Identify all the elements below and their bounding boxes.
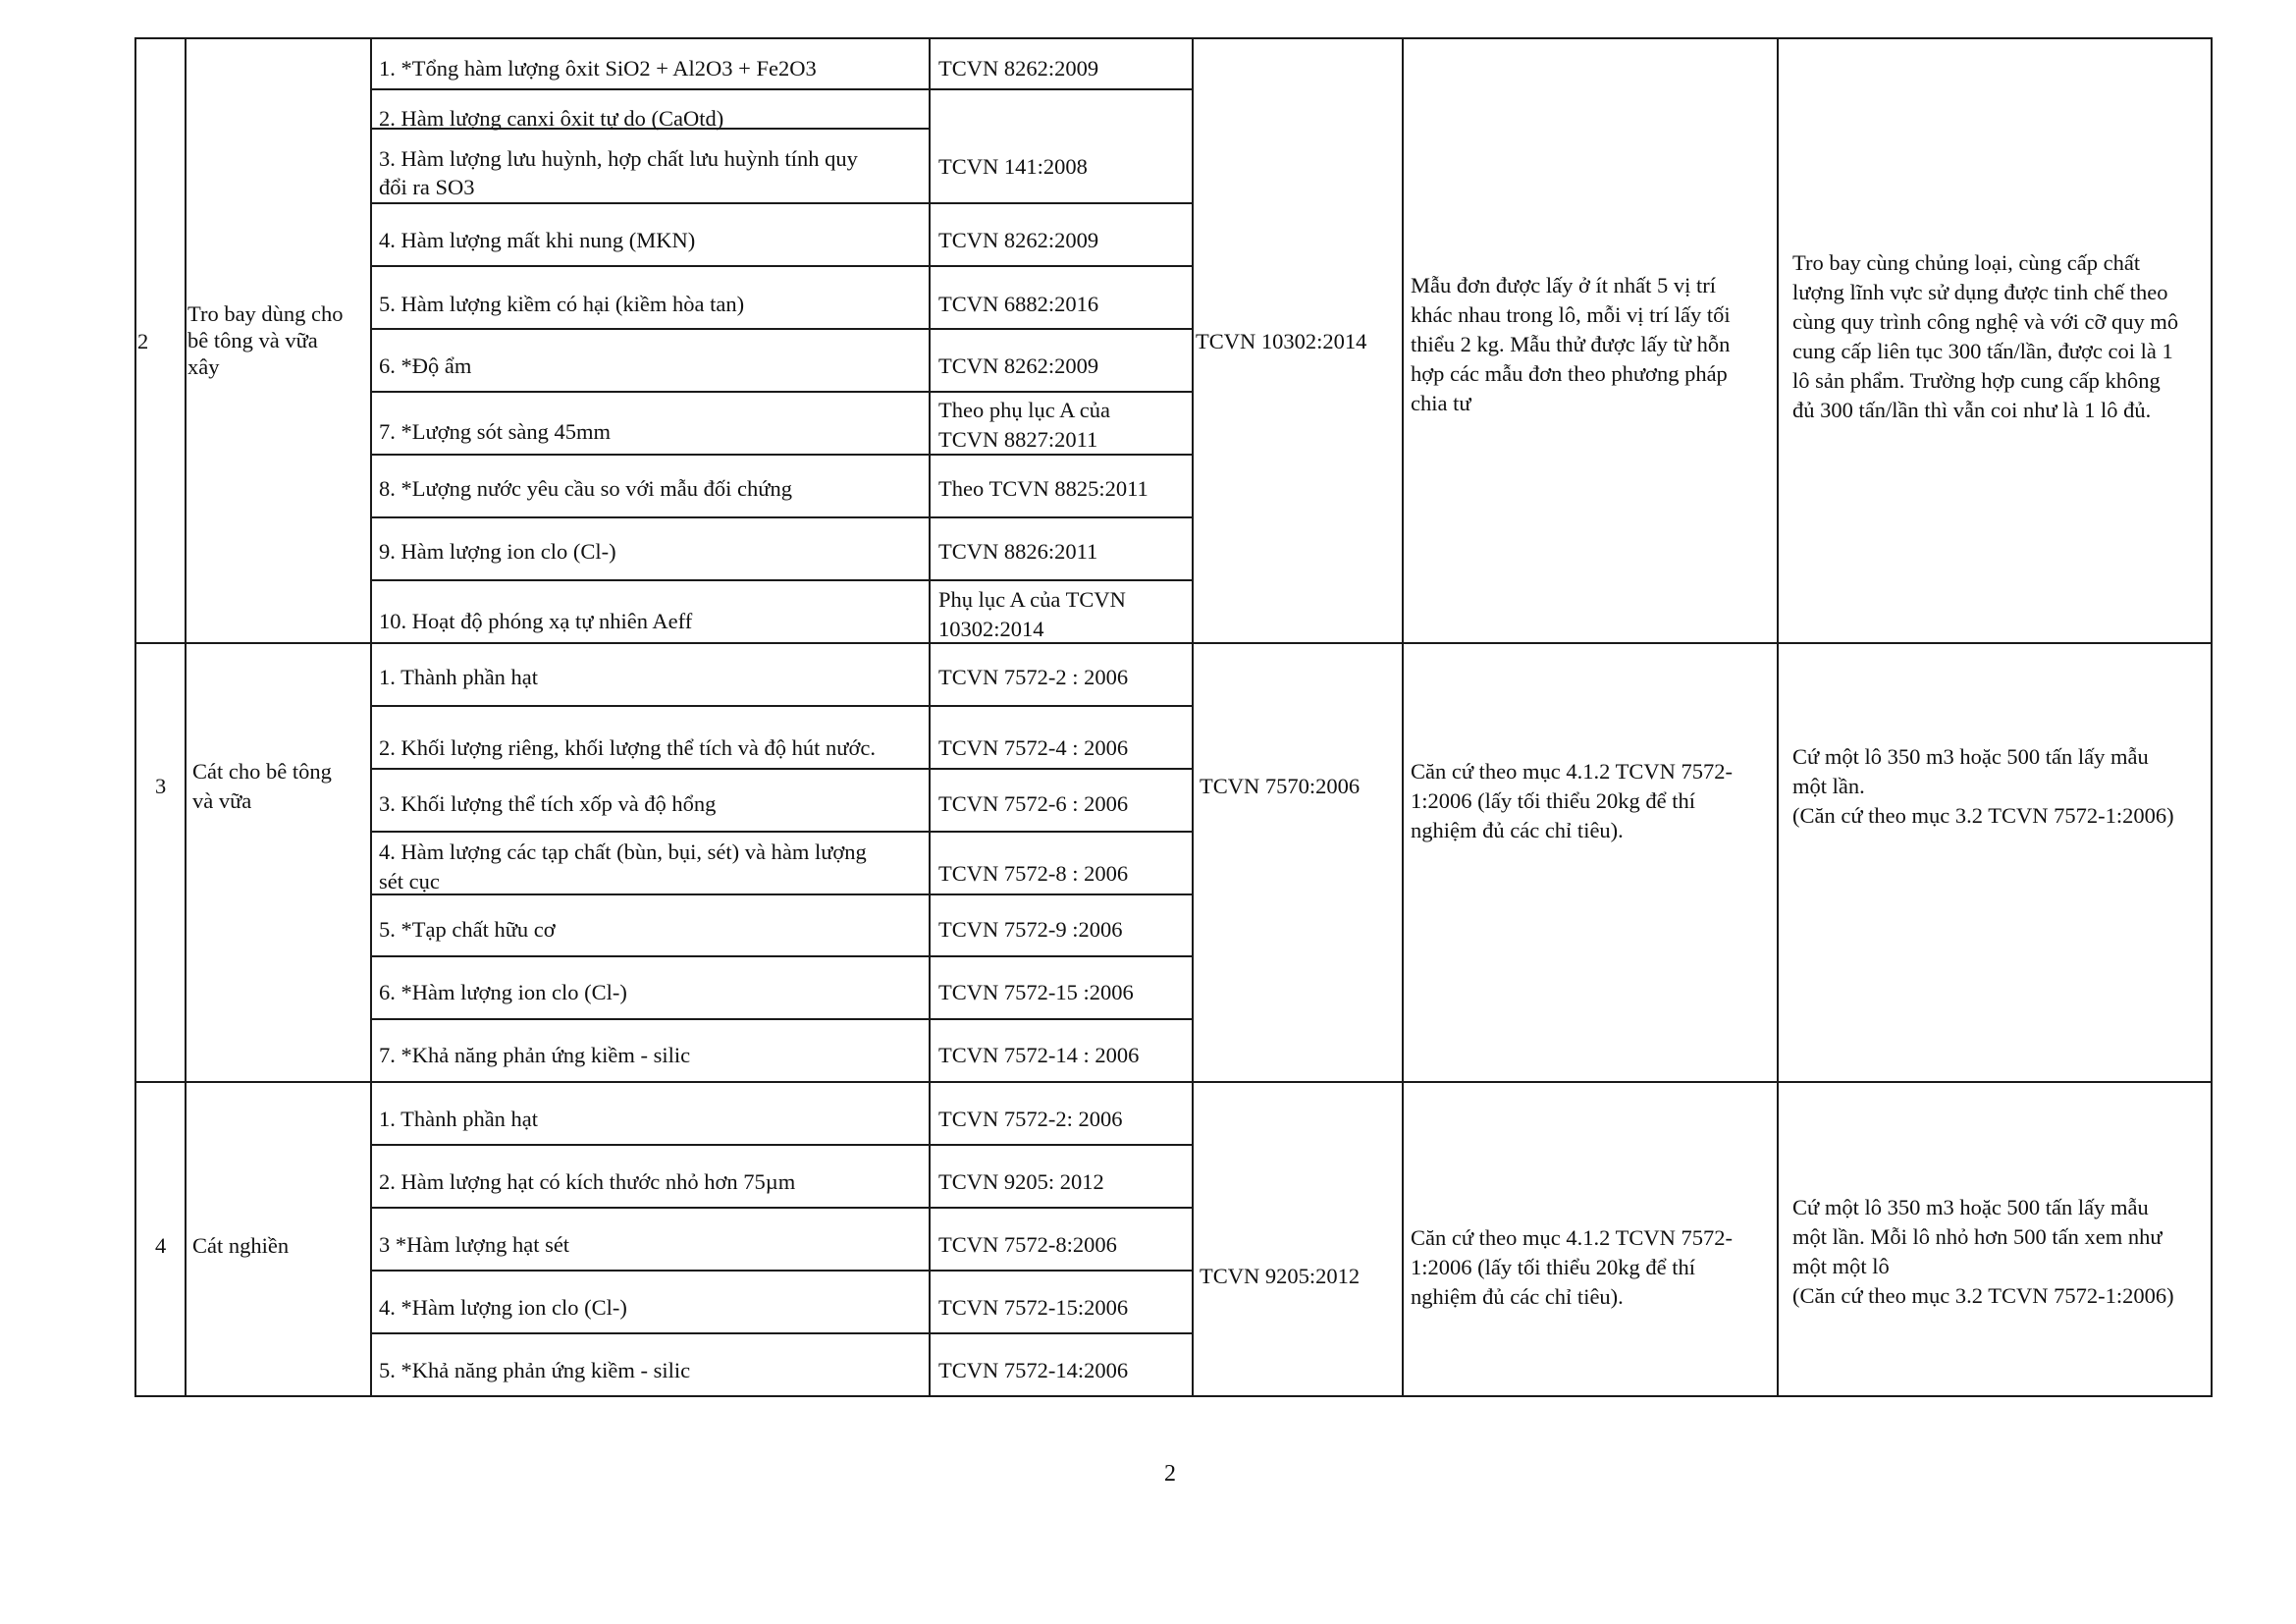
sampling-line: 1:2006 (lấy tối thiểu 20kg để thí [1411, 1255, 1695, 1279]
sampling-line: Căn cứ theo mục 4.1.2 TCVN 7572- [1411, 759, 1733, 784]
lot-line: cung cấp liên tục 300 tấn/lần, được coi là 1 [1792, 339, 2173, 363]
lot-line: Cứ một lô 350 m3 hoặc 500 tấn lấy mẫu [1792, 744, 2149, 769]
indicator: 3. Khối lượng thể tích xốp và độ hổng [379, 791, 717, 816]
test-method: TCVN 8262:2009 [938, 228, 1099, 252]
lot-line: lượng lĩnh vực sử dụng được tinh chế theo [1792, 280, 2168, 304]
column-divider [929, 37, 931, 1397]
row-divider [371, 1144, 1194, 1146]
section-divider [135, 642, 2213, 644]
lot-line: (Căn cứ theo mục 3.2 TCVN 7572-1:2006) [1792, 1283, 2174, 1308]
test-method: TCVN 8826:2011 [938, 539, 1098, 564]
indicator: 4. Hàm lượng mất khi nung (MKN) [379, 228, 696, 252]
indicator: 2. Hàm lượng canxi ôxit tự do (CaOtd) [379, 106, 724, 131]
sampling-line: nghiệm đủ các chỉ tiêu). [1411, 818, 1624, 842]
material-line: xây [187, 354, 220, 379]
test-method: TCVN 7572-15:2006 [938, 1295, 1129, 1320]
row-divider [371, 202, 1194, 204]
indicator-continuation: đổi ra SO3 [379, 175, 475, 199]
test-method: Theo TCVN 8825:2011 [938, 476, 1148, 501]
material-line: Cát nghiền [192, 1233, 290, 1258]
lot-line: một một lô [1792, 1254, 1890, 1278]
row-divider [371, 705, 1194, 707]
row-divider [371, 579, 1194, 581]
test-method: TCVN 7572-6 : 2006 [938, 791, 1129, 816]
indicator: 3. Hàm lượng lưu huỳnh, hợp chất lưu huỳnh tính quy [379, 146, 858, 171]
sampling-line: Căn cứ theo mục 4.1.2 TCVN 7572- [1411, 1225, 1733, 1250]
product-standard: TCVN 10302:2014 [1196, 329, 1367, 353]
test-method-continuation: 10302:2014 [938, 617, 1044, 641]
test-method: TCVN 141:2008 [938, 154, 1088, 179]
table-border-left [134, 37, 136, 1397]
test-method: TCVN 7572-14:2006 [938, 1358, 1129, 1382]
column-divider [370, 37, 372, 1397]
indicator: 5. *Khả năng phản ứng kiềm - silic [379, 1358, 691, 1382]
test-method: Phụ lục A của TCVN [938, 587, 1126, 612]
material-line: và vữa [192, 788, 252, 813]
indicator: 1. Thành phần hạt [379, 665, 539, 689]
row-divider [371, 328, 1194, 330]
row-number: 2 [137, 329, 149, 353]
section-divider [135, 1081, 2213, 1083]
test-method: TCVN 7572-4 : 2006 [938, 735, 1129, 760]
test-method: TCVN 9205: 2012 [938, 1169, 1104, 1194]
row-divider [371, 1332, 1194, 1334]
indicator-continuation: sét cục [379, 869, 440, 893]
lot-line: cùng quy trình công nghệ và với cỡ quy mô [1792, 309, 2179, 334]
table-border-bottom [135, 1395, 2213, 1397]
indicator: 4. *Hàm lượng ion clo (Cl-) [379, 1295, 627, 1320]
table-border-top [135, 37, 2213, 39]
indicator: 6. *Hàm lượng ion clo (Cl-) [379, 980, 627, 1004]
row-divider [371, 768, 1194, 770]
lot-line: lô sản phẩm. Trường hợp cung cấp không [1792, 368, 2161, 393]
test-method-continuation: TCVN 8827:2011 [938, 427, 1098, 452]
row-divider [371, 1018, 1194, 1020]
sampling-line: thiểu 2 kg. Mẫu thử được lấy từ hỗn [1411, 332, 1731, 356]
indicator: 10. Hoạt độ phóng xạ tự nhiên Aeff [379, 609, 693, 633]
test-method: TCVN 8262:2009 [938, 353, 1099, 378]
lot-line: (Căn cứ theo mục 3.2 TCVN 7572-1:2006) [1792, 803, 2174, 828]
sampling-line: 1:2006 (lấy tối thiểu 20kg để thí [1411, 788, 1695, 813]
test-method: TCVN 7572-2: 2006 [938, 1107, 1123, 1131]
row-divider [371, 955, 1194, 957]
test-method: TCVN 8262:2009 [938, 56, 1099, 81]
lot-line: Cứ một lô 350 m3 hoặc 500 tấn lấy mẫu [1792, 1195, 2149, 1219]
test-method: TCVN 7572-8 : 2006 [938, 861, 1129, 886]
sampling-line: Mẫu đơn được lấy ở ít nhất 5 vị trí [1411, 273, 1716, 298]
test-method: TCVN 7572-15 :2006 [938, 980, 1134, 1004]
row-divider [371, 391, 1194, 393]
indicator: 5. *Tạp chất hữu cơ [379, 917, 556, 942]
sampling-line: hợp các mẫu đơn theo phương pháp [1411, 361, 1728, 386]
row-divider [371, 831, 1194, 833]
indicator: 2. Khối lượng riêng, khối lượng thể tích và độ hút nước. [379, 735, 876, 760]
product-standard: TCVN 7570:2006 [1200, 774, 1361, 798]
test-method: TCVN 7572-2 : 2006 [938, 665, 1129, 689]
row-number: 3 [155, 774, 167, 798]
row-divider [371, 516, 1194, 518]
test-method: TCVN 7572-14 : 2006 [938, 1043, 1140, 1067]
test-method: TCVN 6882:2016 [938, 292, 1099, 316]
indicator: 7. *Lượng sót sàng 45mm [379, 419, 611, 444]
lot-line: một lần. Mỗi lô nhỏ hơn 500 tấn xem như [1792, 1224, 2163, 1249]
indicator: 8. *Lượng nước yêu cầu so với mẫu đối chứng [379, 476, 792, 501]
test-method: TCVN 7572-9 :2006 [938, 917, 1123, 942]
product-standard: TCVN 9205:2012 [1200, 1264, 1361, 1288]
lot-line: đủ 300 tấn/lần thì vẫn coi như là 1 lô đủ. [1792, 398, 2152, 422]
material-line: Cát cho bê tông [192, 759, 332, 784]
indicator: 2. Hàm lượng hạt có kích thước nhỏ hơn 75µm [379, 1169, 796, 1194]
lot-line: một lần. [1792, 774, 1865, 798]
test-method: Theo phụ lục A của [938, 398, 1110, 422]
row-divider [371, 1207, 1194, 1209]
column-divider [1777, 37, 1779, 1397]
indicator: 1. *Tổng hàm lượng ôxit SiO2 + Al2O3 + Fe2O3 [379, 56, 817, 81]
column-divider [185, 37, 187, 1397]
column-divider [1402, 37, 1404, 1397]
indicator: 9. Hàm lượng ion clo (Cl-) [379, 539, 616, 564]
indicator: 6. *Độ ẩm [379, 353, 472, 378]
table-border-right [2211, 37, 2213, 1397]
indicator: 1. Thành phần hạt [379, 1107, 539, 1131]
indicator: 7. *Khả năng phản ứng kiềm - silic [379, 1043, 691, 1067]
material-line: bê tông và vữa [187, 328, 318, 352]
material-line: Tro bay dùng cho [187, 301, 344, 326]
indicator: 5. Hàm lượng kiềm có hại (kiềm hòa tan) [379, 292, 745, 316]
column-divider [1192, 37, 1194, 1397]
row-number: 4 [155, 1233, 167, 1258]
lot-line: Tro bay cùng chủng loại, cùng cấp chất [1792, 250, 2141, 275]
sampling-line: chia tư [1411, 391, 1471, 415]
row-divider [371, 88, 1194, 90]
row-divider [371, 893, 1194, 895]
row-divider [371, 265, 1194, 267]
test-method: TCVN 7572-8:2006 [938, 1232, 1117, 1257]
sampling-line: khác nhau trong lô, mỗi vị trí lấy tối [1411, 302, 1731, 327]
indicator: 3 *Hàm lượng hạt sét [379, 1232, 570, 1257]
row-divider [371, 1270, 1194, 1272]
sampling-line: nghiệm đủ các chỉ tiêu). [1411, 1284, 1624, 1309]
indicator: 4. Hàm lượng các tạp chất (bùn, bụi, sét) và hàm lượng [379, 839, 867, 864]
page-number: 2 [1164, 1461, 1176, 1487]
